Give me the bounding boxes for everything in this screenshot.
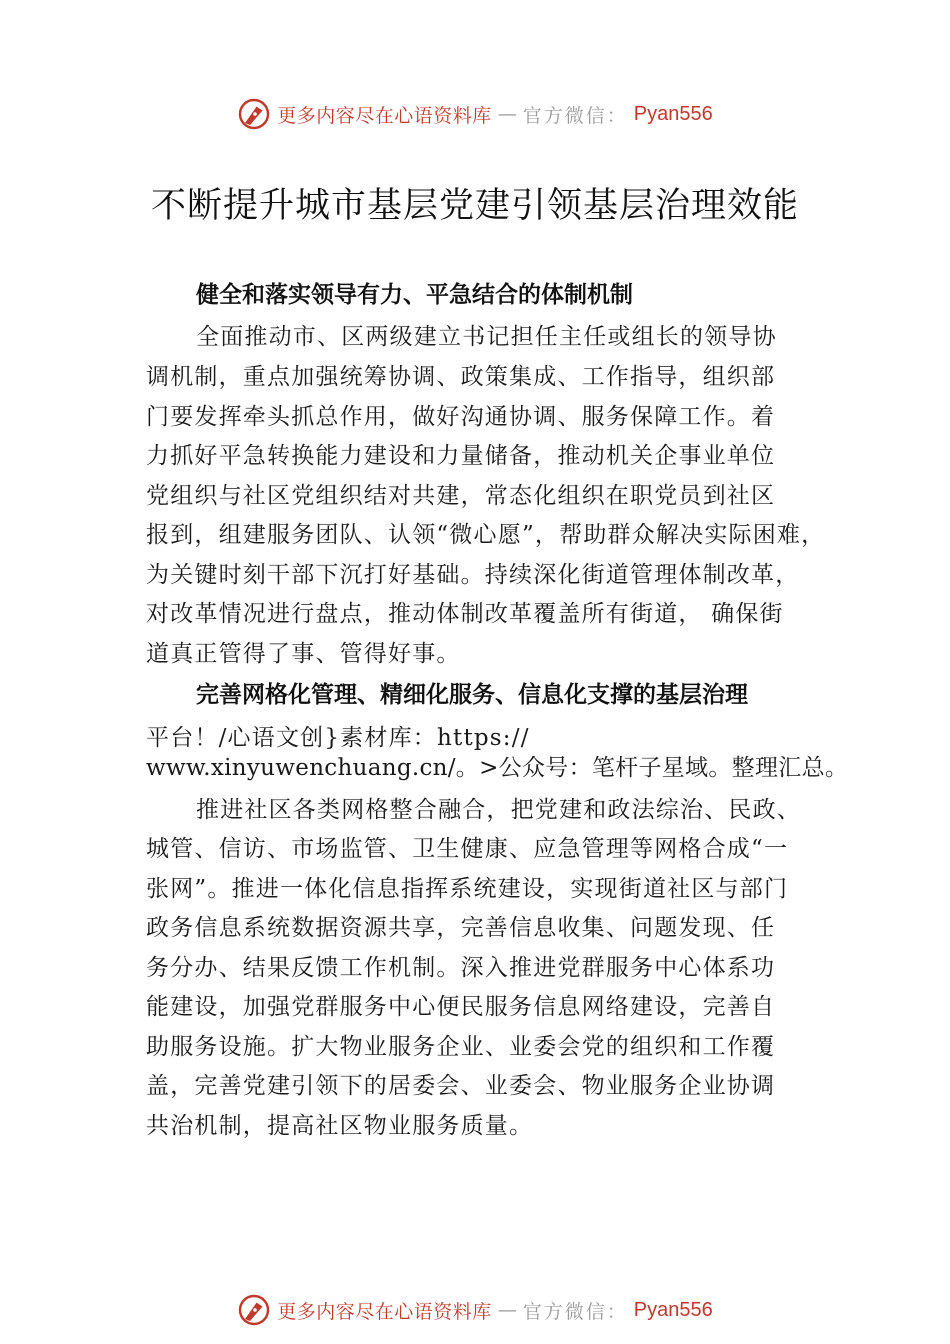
banner-wechat-label: 官方微信： [522,104,628,127]
paragraph-line: 张网”。推进一体化信息指挥系统建设，实现街道社区与部门 [146,876,789,902]
paragraph-line: 为关键时刻干部下沉打好基础。持续深化街道管理体制改革， [146,562,800,588]
pen-nib-circle-icon [237,1293,271,1327]
section1-heading: 健全和落实领导有力、平急结合的体制机制 [196,282,633,308]
banner-separator: — [497,1299,517,1321]
paragraph-line: 推进社区各类网格整合融合，把党建和政法综治、民政、 [196,797,801,823]
paragraph-line: 对改革情况进行盘点，推动体制改革覆盖所有街道， 确保街 [146,601,784,627]
paragraph-line: 城管、信访、市场监管、卫生健康、应急管理等网格合成“一 [146,836,789,862]
paragraph-line: 助服务设施。扩大物业服务企业、业委会党的组织和工作覆 [146,1034,776,1060]
header-banner [0,92,950,136]
paragraph-line: 报到，组建服务团队、认领“微心愿”，帮助群众解决实际困难， [146,522,826,548]
paragraph-line: 道真正管得了事、管得好事。 [146,641,461,667]
page-title: 不断提升城市基层党建引领基层治理效能 [150,186,799,226]
paragraph-line: 力抓好平急转换能力建设和力量储备，推动机关企事业单位 [146,443,776,469]
paragraph-line: 门要发挥牵头抓总作用，做好沟通协调、服务保障工作。着 [146,404,776,430]
section2-heading: 完善网格化管理、精细化服务、信息化支撑的基层治理 [196,682,748,708]
paragraph-line: 务分办、结果反馈工作机制。深入推进党群服务中心体系功 [146,955,776,981]
heading-continuation-line: www.xinyuwenchuang.cn/。>公众号：笔杆子星域。整理汇总。 [146,755,849,781]
paragraph-line: 全面推动市、区两级建立书记担任主任或组长的领导协 [196,324,777,350]
banner-separator: — [497,103,517,125]
paragraph-line: 盖，完善党建引领下的居委会、业委会、物业服务企业协调 [146,1073,776,1099]
paragraph-line: 党组织与社区党组织结对共建，常态化组织在职党员到社区 [146,483,776,509]
banner-wechat-id: Pyan556 [633,102,713,125]
banner-wechat-id: Pyan556 [633,1298,713,1321]
heading-continuation-line: 平台！/心语文创}素材库：https:// [146,725,530,751]
footer-banner [0,1288,950,1332]
paragraph-line: 能建设，加强党群服务中心便民服务信息网络建设，完善自 [146,994,776,1020]
banner-wechat-label: 官方微信： [522,1300,628,1323]
paragraph-line: 政务信息系统数据资源共享，完善信息收集、问题发现、任 [146,915,776,941]
paragraph-line: 共治机制，提高社区物业服务质量。 [146,1113,534,1139]
banner-title: 更多内容尽在心语资料库 [277,1300,492,1323]
paragraph-line: 调机制，重点加强统筹协调、政策集成、工作指导，组织部 [146,364,776,390]
pen-nib-circle-icon [237,97,271,131]
banner-title: 更多内容尽在心语资料库 [277,104,492,127]
